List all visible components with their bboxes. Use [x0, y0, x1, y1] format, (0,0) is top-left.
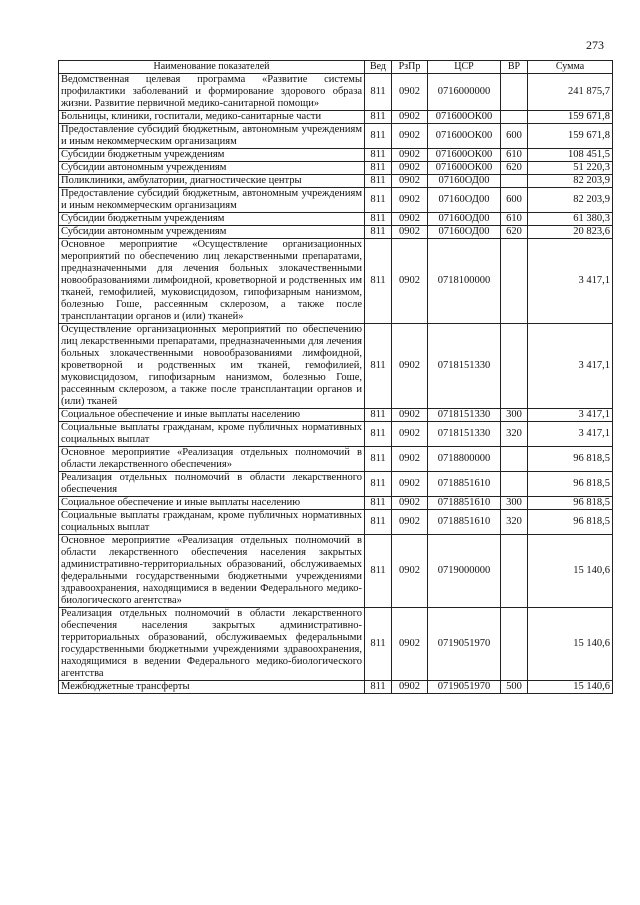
row-vr: 320: [501, 422, 528, 447]
row-ved: 811: [365, 608, 392, 681]
row-ved: 811: [365, 422, 392, 447]
row-name: Основное мероприятие «Осуществление организационных мероприятий по обеспечению лиц лекарственными препаратами, предназначенными для лечения больных злокачественными новообразованиями лимфоидной, кроветворной и родственных им тканей, гемофилией, муковисцидозом, гипофизарным нанизмом, болезнью Гоше, рассеянным склерозом, а также после трансплантации органов и (или) тканей»: [59, 239, 365, 324]
table-row: [59, 188, 613, 213]
table-row: [59, 124, 613, 149]
row-name: Основное мероприятие «Реализация отдельных полномочий в области лекарственного обеспечения»: [59, 447, 365, 472]
row-sum: 61 380,3: [528, 213, 613, 226]
row-rzpr: 0902: [392, 608, 428, 681]
table-row: [59, 409, 613, 422]
row-rzpr: 0902: [392, 188, 428, 213]
row-sum: 96 818,5: [528, 472, 613, 497]
row-sum: 96 818,5: [528, 447, 613, 472]
table-row: [59, 608, 613, 681]
table-row: [59, 472, 613, 497]
row-sum: 51 220,3: [528, 162, 613, 175]
row-ved: 811: [365, 535, 392, 608]
row-rzpr: 0902: [392, 422, 428, 447]
row-csr: 0718800000: [428, 447, 501, 472]
row-ved: 811: [365, 162, 392, 175]
row-name: Реализация отдельных полномочий в области лекарственного обеспечения населения закрытых административно-территориальных образований, обслуживаемых федеральными государственными бюджетными учреждениями здравоохранения, находящимися в ведении Федерального медико-биологического агентства: [59, 608, 365, 681]
table-row: [59, 422, 613, 447]
row-vr: 620: [501, 162, 528, 175]
row-name: Социальные выплаты гражданам, кроме публичных нормативных социальных выплат: [59, 422, 365, 447]
row-name: Больницы, клиники, госпитали, медико-санитарные части: [59, 111, 365, 124]
row-ved: 811: [365, 124, 392, 149]
row-name: Предоставление субсидий бюджетным, автономным учреждениям и иным некоммерческим организациям: [59, 188, 365, 213]
row-ved: 811: [365, 74, 392, 111]
row-ved: 811: [365, 188, 392, 213]
row-rzpr: 0902: [392, 111, 428, 124]
row-vr: 320: [501, 510, 528, 535]
row-sum: 96 818,5: [528, 497, 613, 510]
table-row: [59, 149, 613, 162]
row-csr: 0718151330: [428, 324, 501, 409]
row-name: Субсидии бюджетным учреждениям: [59, 213, 365, 226]
row-csr: 0718100000: [428, 239, 501, 324]
table-row: [59, 447, 613, 472]
header-ved: Вед: [365, 61, 392, 74]
row-ved: 811: [365, 324, 392, 409]
row-name: Предоставление субсидий бюджетным, автономным учреждениям и иным некоммерческим организациям: [59, 124, 365, 149]
row-sum: 96 818,5: [528, 510, 613, 535]
header-vr: ВР: [501, 61, 528, 74]
row-sum: 3 417,1: [528, 422, 613, 447]
row-rzpr: 0902: [392, 324, 428, 409]
row-ved: 811: [365, 497, 392, 510]
row-csr: 0718151330: [428, 409, 501, 422]
row-ved: 811: [365, 239, 392, 324]
row-name: Социальные выплаты гражданам, кроме публичных нормативных социальных выплат: [59, 510, 365, 535]
table-row: [59, 213, 613, 226]
row-rzpr: 0902: [392, 239, 428, 324]
row-vr: [501, 447, 528, 472]
row-csr: 0719000000: [428, 535, 501, 608]
row-csr: 071600ОК00: [428, 124, 501, 149]
row-vr: [501, 239, 528, 324]
row-sum: 241 875,7: [528, 74, 613, 111]
row-csr: 071600ОК00: [428, 162, 501, 175]
row-rzpr: 0902: [392, 447, 428, 472]
row-sum: 82 203,9: [528, 188, 613, 213]
row-vr: 600: [501, 124, 528, 149]
row-name: Межбюджетные трансферты: [59, 681, 365, 694]
table-row: [59, 162, 613, 175]
row-ved: 811: [365, 409, 392, 422]
row-sum: 82 203,9: [528, 175, 613, 188]
row-vr: [501, 111, 528, 124]
row-csr: 07160ОД00: [428, 213, 501, 226]
table-header-row: [59, 61, 613, 74]
row-name: Основное мероприятие «Реализация отдельных полномочий в области лекарственного обеспечения населения закрытых административно-территориальных образований, обслуживаемых федеральными государственными бюджетными учреждениями здравоохранения, находящимися в ведении Федерального медико-биологического агентства»: [59, 535, 365, 608]
row-vr: [501, 535, 528, 608]
table-row: [59, 535, 613, 608]
row-csr: 07160ОД00: [428, 226, 501, 239]
row-name: Субсидии автономным учреждениям: [59, 226, 365, 239]
row-sum: 15 140,6: [528, 681, 613, 694]
row-csr: 0718151330: [428, 422, 501, 447]
row-vr: [501, 472, 528, 497]
row-sum: 159 671,8: [528, 111, 613, 124]
row-name: Реализация отдельных полномочий в области лекарственного обеспечения: [59, 472, 365, 497]
row-rzpr: 0902: [392, 497, 428, 510]
table-row: [59, 497, 613, 510]
row-rzpr: 0902: [392, 175, 428, 188]
table-row: [59, 74, 613, 111]
row-sum: 159 671,8: [528, 124, 613, 149]
row-rzpr: 0902: [392, 226, 428, 239]
row-rzpr: 0902: [392, 681, 428, 694]
row-name: Субсидии бюджетным учреждениям: [59, 149, 365, 162]
row-rzpr: 0902: [392, 74, 428, 111]
row-ved: 811: [365, 213, 392, 226]
row-vr: [501, 74, 528, 111]
row-name: Ведомственная целевая программа «Развитие системы профилактики заболеваний и формирование здорового образа жизни. Развитие первичной медико-санитарной помощи»: [59, 74, 365, 111]
table-body: [59, 74, 613, 694]
table-row: [59, 111, 613, 124]
table-row: [59, 239, 613, 324]
header-csr: ЦСР: [428, 61, 501, 74]
row-sum: 108 451,5: [528, 149, 613, 162]
row-sum: 15 140,6: [528, 608, 613, 681]
row-sum: 15 140,6: [528, 535, 613, 608]
row-name: Социальное обеспечение и иные выплаты населению: [59, 497, 365, 510]
row-sum: 3 417,1: [528, 239, 613, 324]
row-csr: 07160ОД00: [428, 188, 501, 213]
header-rzpr: РзПр: [392, 61, 428, 74]
row-vr: 300: [501, 409, 528, 422]
row-vr: [501, 175, 528, 188]
row-vr: 500: [501, 681, 528, 694]
row-ved: 811: [365, 149, 392, 162]
row-rzpr: 0902: [392, 472, 428, 497]
row-name: Осуществление организационных мероприятий по обеспечению лиц лекарственными препаратами, предназначенными для лечения больных злокачественными новообразованиями лимфоидной, кроветворной и родственных им тканей, гемофилией, муковисцидозом, гипофизарным нанизмом, болезнью Гоше, рассеянным склерозом, а также после трансплантации органов и (или) тканей: [59, 324, 365, 409]
row-vr: 600: [501, 188, 528, 213]
row-sum: 3 417,1: [528, 409, 613, 422]
row-rzpr: 0902: [392, 124, 428, 149]
row-csr: 0718851610: [428, 497, 501, 510]
table-row: [59, 226, 613, 239]
row-rzpr: 0902: [392, 213, 428, 226]
row-vr: 610: [501, 149, 528, 162]
row-ved: 811: [365, 226, 392, 239]
row-sum: 3 417,1: [528, 324, 613, 409]
header-name: Наименование показателей: [59, 61, 365, 74]
row-vr: 300: [501, 497, 528, 510]
row-ved: 811: [365, 472, 392, 497]
row-name: Поликлиники, амбулатории, диагностические центры: [59, 175, 365, 188]
table-row: [59, 510, 613, 535]
row-rzpr: 0902: [392, 535, 428, 608]
page-number: 273: [586, 38, 604, 52]
row-vr: [501, 324, 528, 409]
row-csr: 0718851610: [428, 510, 501, 535]
header-sum: Сумма: [528, 61, 613, 74]
row-rzpr: 0902: [392, 149, 428, 162]
row-csr: 0719051970: [428, 681, 501, 694]
row-vr: 610: [501, 213, 528, 226]
row-csr: 0719051970: [428, 608, 501, 681]
row-rzpr: 0902: [392, 162, 428, 175]
row-ved: 811: [365, 681, 392, 694]
row-ved: 811: [365, 510, 392, 535]
table-row: [59, 175, 613, 188]
budget-table: [58, 60, 613, 694]
row-csr: 071600ОК00: [428, 149, 501, 162]
row-csr: 071600ОК00: [428, 111, 501, 124]
table-row: [59, 681, 613, 694]
row-sum: 20 823,6: [528, 226, 613, 239]
row-name: Субсидии автономным учреждениям: [59, 162, 365, 175]
row-vr: [501, 608, 528, 681]
row-rzpr: 0902: [392, 510, 428, 535]
row-csr: 0716000000: [428, 74, 501, 111]
row-rzpr: 0902: [392, 409, 428, 422]
row-vr: 620: [501, 226, 528, 239]
row-ved: 811: [365, 447, 392, 472]
row-name: Социальное обеспечение и иные выплаты населению: [59, 409, 365, 422]
row-ved: 811: [365, 175, 392, 188]
row-csr: 0718851610: [428, 472, 501, 497]
table-row: [59, 324, 613, 409]
row-csr: 07160ОД00: [428, 175, 501, 188]
row-ved: 811: [365, 111, 392, 124]
